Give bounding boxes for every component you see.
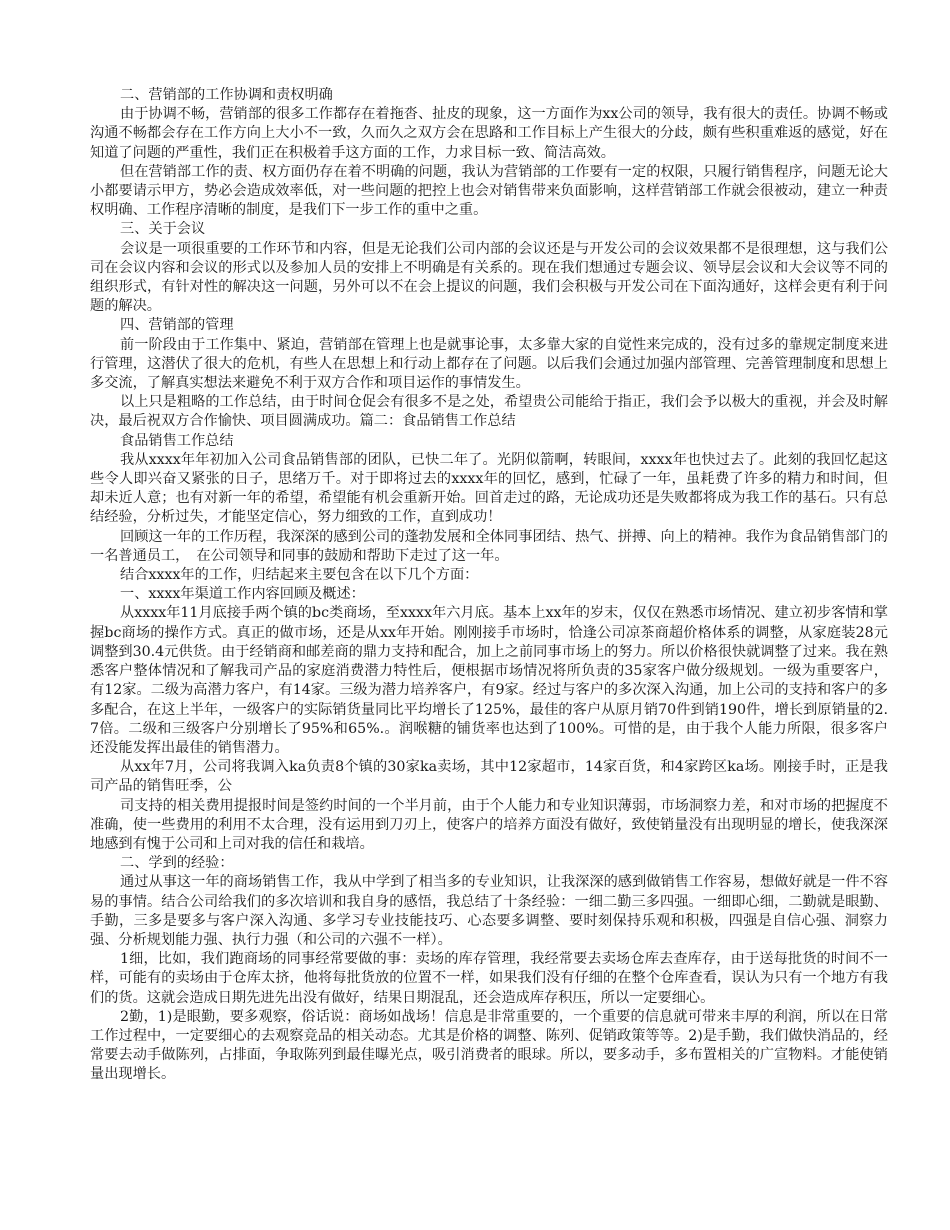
- paragraph: 一、xxxx年渠道工作内容回顾及概述：: [120, 586, 365, 603]
- paragraph: 但在营销部工作的责、权方面仍存在着不明确的问题，我认为营销部的工作要有一定的权限，只履行销售程序，问题无论大小都要请示甲方，势必会造成效率低，对一些问题的把控上也会对销售带来负面影响，这样营销部工作就会很被动，建立一种责权明确、工作程序清晰的制度，是我们下一步工作的重中之重。: [90, 163, 888, 219]
- paragraph: 由于协调不畅，营销部的很多工作都存在着拖沓、扯皮的现象，这一方面作为xx公司的领导，我有很大的责任。协调不畅或沟通不畅都会存在工作方向上大小不一致，久而久之双方会在思路和工作目标上产生很大的分歧，颇有些积重难返的感觉，好在知道了问题的严重性，我们正在积极着手这方面的工作，力求目标一致、简洁高效。: [90, 106, 888, 161]
- paragraph: 从xx年7月，公司将我调入ka负责8个镇的30家ka卖场，其中12家超市，14家百货，和4家跨区ka场。刚接手时，正是我司产品的销售旺季，公: [90, 759, 888, 795]
- paragraph: 从xxxx年11月底接手两个镇的bc类商场，至xxxx年六月底。基本上xx年的岁末，仅仅在熟悉市场情况、建立初步客情和掌握bc商场的操作方式。真正的做市场，还是从xx年开始。刚刚接手市场时，恰逢公司凉茶商超价格体系的调整，从家庭装28元调整到30.4元供货。由于经销商和邮差商的鼎力支持和配合，加上之前同事市场上的努力。所以价格很快就调整了过来。我在熟悉客户整体情况和了解我司产品的家庭消费潜力特性后，便根据市场情况将所负责的35家客户做分级规划。一级为重要客户，有12家。二级为高潜力客户，有14家。三级为潜力培养客户，有9家。经过与客户的多次深入沟通，加上公司的支持和客户的多多配合，在这上半年，一级客户的实际销货量同比平均增长了125%，最佳的客户从原月销70件到销190件，增长到原销量的2.7倍。二级和三级客户分别增长了95%和65%.。润喉糖的铺货率也达到了100%。可惜的是，由于我个人能力所限，很多客户还没能发挥出最佳的销售潜力。: [90, 605, 888, 756]
- paragraph: 以上只是粗略的工作总结，由于时间仓促会有很多不是之处，希望贵公司能给于指正，我们会予以极大的重视，并会及时解决，最后祝双方合作愉快、项目圆满成功。篇二：食品销售工作总结: [90, 394, 888, 430]
- section-heading: 三、关于会议: [120, 221, 206, 238]
- section-heading: 四、营销部的管理: [120, 317, 234, 334]
- paragraph: 回顾这一年的工作历程，我深深的感到公司的蓬勃发展和全体同事团结、热气、拼搏、向上的精神。我作为食品销售部门的一名普通员工， 在公司领导和同事的鼓励和帮助下走过了这一年。: [90, 528, 888, 564]
- paragraph: 司支持的相关费用提报时间是签约时间的一个半月前，由于个人能力和专业知识薄弱，市场洞察力差，和对市场的把握度不准确，使一些费用的利用不太合理，没有运用到刀刃上，使客户的培养方面没有做好，致使销量没有出现明显的增长，使我深深地感到有愧于公司和上司对我的信任和栽培。: [90, 797, 888, 852]
- paragraph: 二、学到的经验：: [120, 855, 234, 872]
- paragraph: 会议是一项很重要的工作环节和内容，但是无论我们公司内部的会议还是与开发公司的会议效果都不是很理想，这与我们公司在会议内容和会议的形式以及参加人员的安排上不明确是有关系的。现在我们想通过专题会议、领导层会议和大会议等不同的组织形式，有针对性的解决这一问题，另外可以不在会上提议的问题，我们会积极与开发公司在下面沟通好，这样会更有利于问题的解决。: [90, 240, 888, 315]
- paragraph: 前一阶段由于工作集中、紧迫，营销部在管理上也是就事论事，太多靠大家的自觉性来完成的，没有过多的靠规定制度来进行管理，这潜伏了很大的危机，有些人在思想上和行动上都存在了问题。以后我们会通过加强内部管理、完善管理制度和思想上多交流，了解真实想法来避免不利于双方合作和项目运作的事情发生。: [90, 336, 888, 392]
- paragraph: 结合xxxx年的工作，归结起来主要包含在以下几个方面：: [120, 567, 479, 584]
- paragraph: 2勤，1)是眼勤，要多观察，俗话说：商场如战场！信息是非常重要的，一个重要的信息就可带来丰厚的利润，所以在日常工作过程中，一定要细心的去观察竞品的相关动态。尤其是价格的调整、陈列、促销政策等等。2)是手勤，我们做快消品的，经常要去动手做陈列，占排面，争取陈列到最佳曝光点，吸引消费者的眼球。所以，要多动手，多布置相关的广宣物料。才能使销量出现增长。: [90, 1008, 888, 1083]
- paragraph: 通过从事这一年的商场销售工作，我从中学到了相当多的专业知识，让我深深的感到做销售工作容易，想做好就是一件不容易的事情。结合公司给我们的多次培训和我自身的感悟，我总结了十条经验：一细二勤三多四强。一细即心细，二勤就是眼勤、手勤，三多是要多与客户深入沟通、多学习专业技能技巧、心态要多调整、要时刻保持乐观和积极，四强是自信心强、洞察力强、分析规划能力强、执行力强（和公司的六强不一样）。: [90, 874, 888, 948]
- section-heading: 食品销售工作总结: [120, 432, 234, 449]
- paragraph: 我从xxxx年年初加入公司食品销售部的团队，已快二年了。光阴似箭啊，转眼间，xxxx年也快过去了。此刻的我回忆起这些令人即兴奋又紧张的日子，思绪万千。对于即将过去的xxxx年的回忆，感到，忙碌了一年，虽耗费了许多的精力和时间，但却未近人意；也有对新一年的希望，希望能有机会重新开始。回首走过的路，无论成功还是失败都将成为我工作的基石。只有总结经验，分析过失，才能坚定信心，努力细致的工作，直到成功！: [90, 451, 888, 526]
- section-heading: 二、营销部的工作协调和责权明确: [120, 87, 333, 103]
- paragraph: 1细，比如，我们跑商场的同事经常要做的事：卖场的库存管理，我经常要去卖场仓库去查库存，由于送每批货的时间不一样，可能有的卖场由于仓库太挤，他将每批货放的位置不一样，如果我们没有仔细的在整个仓库查看，误认为只有一个地方有我们的货。这就会造成日期先进先出没有做好，结果日期混乱，还会造成库存积压，所以一定要细心。: [90, 951, 888, 1006]
- document-body: [90, 86, 888, 1085]
